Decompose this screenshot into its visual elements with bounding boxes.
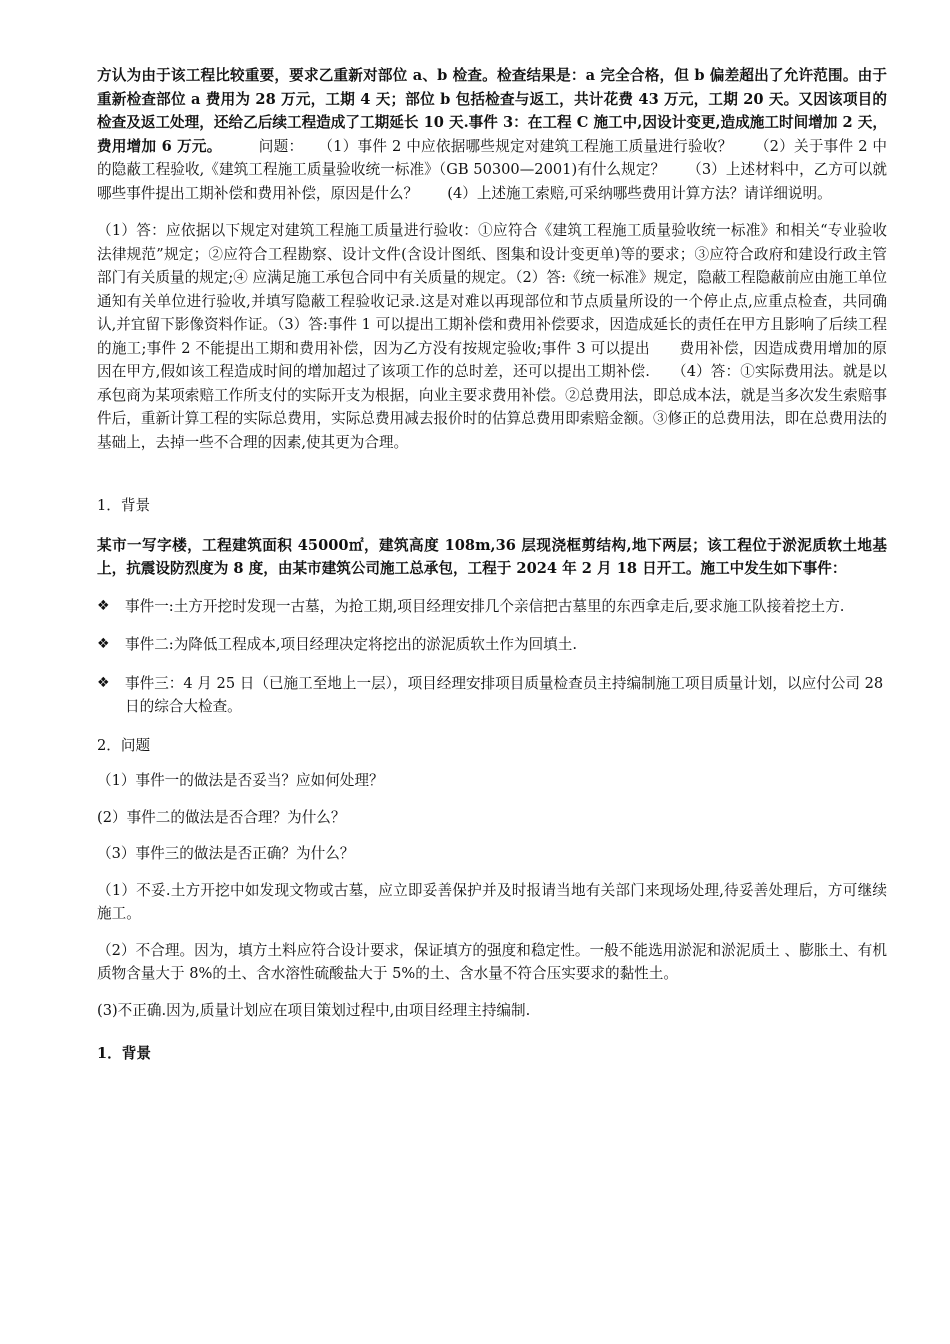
list-item [97, 595, 887, 619]
diamond-bullet-icon: ❖ [97, 674, 110, 691]
answer-3: (3)不正确.因为,质量计划应在项目策划过程中,由项目经理主持编制. [97, 1001, 531, 1019]
diamond-bullet-icon: ❖ [97, 597, 110, 614]
event-text: 事件三：4 月 25 日（已施工至地上一层），项目经理安排项目质量检查员主持编制施工项目质量计划，以应付公司 28 日的综合大检查。 [125, 674, 884, 715]
question-2: (2）事件二的做法是否合理？为什么？ [97, 808, 346, 826]
section-heading-questions: 2．问题 [97, 736, 151, 754]
intro-questions-text: 问题： （1）事件 2 中应依据哪些规定对建筑工程施工质量进行验收？ （2）关于事件 2 中的隐蔽工程验收,《建筑工程施工质量验收统一标准》（GB 50300—2001)有什么规定？ （3）上述材料中，乙方可以就哪些事件提出工期补偿和费用补偿，原因是什么？ (4）上述施工索赔,可采纳哪些费用计算方法？请详细说明。 [97, 137, 887, 202]
answer-1: （1）不妥.土方开挖中如发现文物或古墓，应立即妥善保护并及时报请当地有关部门来现场处理,待妥善处理后，方可继续施工。 [97, 881, 887, 922]
diamond-bullet-icon: ❖ [97, 636, 110, 652]
background-text: 某市一写字楼，工程建筑面积 45000㎡，建筑高度 108m,36 层现浇框剪结构,地下两层；该工程位于淤泥质软土地基上，抗震设防烈度为 8 度，由某市建筑公司施工总承包，工程于 2024 年 2 月 18 日开工。施工中发生如下事件： [97, 536, 887, 577]
list-item [97, 633, 887, 657]
document-page [97, 64, 887, 1066]
intro-paragraph [97, 64, 887, 205]
section-heading-background-2: 1．背景 [97, 1045, 151, 1062]
intro-text: 方认为由于该工程比较重要，要求乙重新对部位 a、b 检查。检查结果是：a 完全合格，但 b 偏差超出了允许范围。由于重新检查部位 a 费用为 28 万元，工期 4 天；部位 b 包括检查与返工，共计花费 43 万元，工期 20 天。又因该项目的检查及返工处理，还给乙后续工程造成了工期延长 10 天.事件 3：在工程 C 施工中,因设计变更,造成施工时间增加 2 天，费用增加 6 万元。 [97, 67, 887, 155]
question-1: （1）事件一的做法是否妥当？应如何处理？ [97, 772, 384, 789]
event-text: 事件一:土方开挖时发现一古墓，为抢工期,项目经理安排几个亲信把古墓里的东西拿走后,要求施工队接着挖土方. [125, 597, 845, 615]
question-3: （3）事件三的做法是否正确？为什么？ [97, 845, 355, 862]
answer-2: （2）不合理。因为，填方土料应符合设计要求，保证填方的强度和稳定性。一般不能选用淤泥和淤泥质土 、膨胀土、有机质物含量大于 8%的土、含水溶性硫酸盐大于 5%的土、含水量不符合压实要求的黏性土。 [97, 941, 887, 982]
list-item [97, 672, 887, 719]
event-text: 事件二:为降低工程成本,项目经理决定将挖出的淤泥质软土作为回填土. [125, 636, 578, 653]
event-list [97, 595, 887, 719]
section-heading-background: 1．背景 [97, 497, 151, 514]
answers-paragraph: （1）答：应依据以下规定对建筑工程施工质量进行验收：①应符合《建筑工程施工质量验收统一标准》和相关“专业验收法律规范”规定；②应符合工程勘察、设计文件(含设计图纸、图集和设计变更单)等的要求；③应符合政府和建设行政主管部门有关质量的规定;④ 应满足施工承包合同中有关质量的规定。（2）答:《统一标准》规定，隐蔽工程隐蔽前应由施工单位通知有关单位进行验收,并填写隐蔽工程验收记录.这是对难以再现部位和节点质量所设的一个停止点,应重点检查，共同确认,并宜留下影像资料作证。（3）答:事件 1 可以提出工期补偿和费用补偿要求，因造成延长的责任在甲方且影响了后续工程的施工;事件 2 不能提出工期和费用补偿，因为乙方没有按规定验收;事件 3 可以提出 费用补偿，因造成费用增加的原因在甲方,假如该工程造成时间的增加超过了该项工作的总时差，还可以提出工期补偿. （4）答：①实际费用法。就是以承包商为某项索赔工作所支付的实际开支为根据，向业主要求费用补偿。②总费用法，即总成本法，就是当多次发生索赔事件后，重新计算工程的实际总费用，实际总费用减去报价时的估算总费用即索赔金额。③修正的总费用法，即在总费用法的基础上，去掉一些不合理的因素,使其更为合理。 [97, 222, 887, 451]
